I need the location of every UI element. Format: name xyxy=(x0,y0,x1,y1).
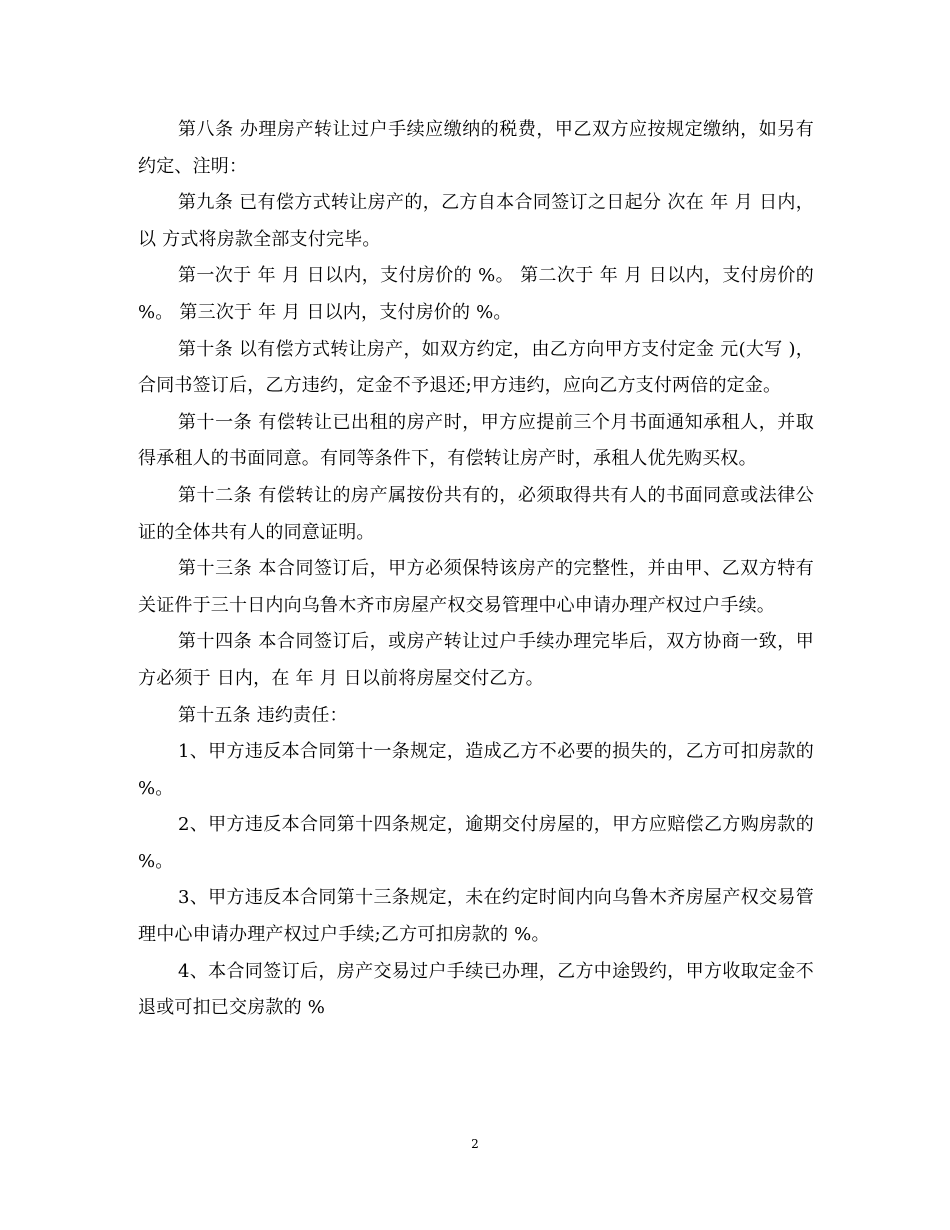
liability-item-4: 4、本合同签订后，房产交易过户手续已办理，乙方中途毁约，甲方收取定金不退或可扣已交房款的 % xyxy=(138,960,814,1019)
clause-8: 第八条 办理房产转让过户手续应缴纳的税费，甲乙双方应按规定缴纳，如另有约定、注明： xyxy=(138,119,814,177)
clause-15-heading: 第十五条 违约责任： xyxy=(178,704,348,726)
document-body xyxy=(138,112,814,1027)
clause-9: 第九条 已有偿方式转让房产的，乙方自本合同签订之日起分 次在 年 月 日内，以 方式将房款全部支付完毕。 xyxy=(138,192,814,250)
liability-item-1: 1、甲方违反本合同第十一条规定，造成乙方不必要的损失的，乙方可扣房款的 %。 xyxy=(138,741,814,799)
clause-12: 第十二条 有偿转让的房产属按份共有的，必须取得共有人的书面同意或法律公证的全体共有人的同意证明。 xyxy=(138,484,814,543)
liability-item-2: 2、甲方违反本合同第十四条规定，逾期交付房屋的，甲方应赔偿乙方购房款的 %。 xyxy=(138,814,814,872)
clause-11: 第十一条 有偿转让已出租的房产时，甲方应提前三个月书面通知承租人，并取得承租人的书面同意。有同等条件下，有偿转让房产时，承租人优先购买权。 xyxy=(138,411,814,470)
clause-10: 第十条 以有偿方式转让房产，如双方约定，由乙方向甲方支付定金 元(大写 )，合同书签订后，乙方违约，定金不予退还;甲方违约，应向乙方支付两倍的定金。 xyxy=(138,338,814,397)
liability-item-3: 3、甲方违反本合同第十三条规定，未在约定时间内向乌鲁木齐房屋产权交易管理中心申请办理产权过户手续;乙方可扣房款的 %。 xyxy=(138,887,814,946)
payment-schedule: 第一次于 年 月 日以内，支付房价的 %。 第二次于 年 月 日以内，支付房价的 %。 第三次于 年 月 日以内，支付房价的 %。 xyxy=(138,265,814,323)
clause-13: 第十三条 本合同签订后，甲方必须保特该房产的完整性，并由甲、乙双方特有关证件于三十日内向乌鲁木齐市房屋产权交易管理中心申请办理产权过户手续。 xyxy=(138,558,814,616)
page-number: 2 xyxy=(471,1137,479,1151)
clause-14: 第十四条 本合同签订后，或房产转让过户手续办理完毕后，双方协商一致，甲方必须于 日内，在 年 月 日以前将房屋交付乙方。 xyxy=(138,631,814,689)
